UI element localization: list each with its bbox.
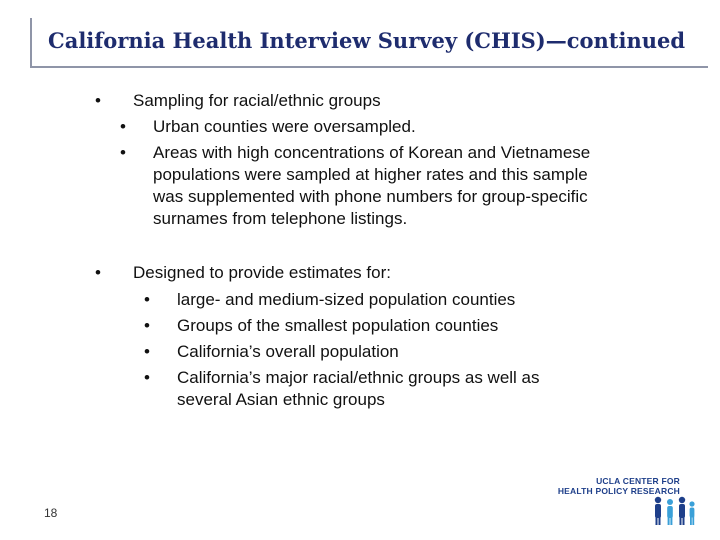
bullet-marker: •	[120, 143, 126, 162]
bullet-marker: •	[95, 91, 101, 110]
list-item-line: California’s major racial/ethnic groups as well as	[177, 368, 540, 387]
slide-title: California Health Interview Survey (CHIS)—continued	[48, 28, 686, 53]
bullet-marker: •	[144, 368, 150, 387]
bullet-marker: •	[95, 263, 101, 282]
title-bar	[30, 18, 708, 68]
list-item-line: Groups of the smallest population counties	[177, 316, 499, 335]
list-item-line: large- and medium-sized population counties	[177, 290, 516, 309]
list-item-line: populations were sampled at higher rates and this sample	[153, 165, 588, 184]
logo	[548, 466, 698, 528]
list-item-line: several Asian ethnic groups	[177, 390, 385, 409]
list-item-line: Urban counties were oversampled.	[153, 117, 416, 136]
logo-text: UCLA CENTER FOR	[596, 476, 680, 486]
bullet-marker: •	[120, 117, 126, 136]
bullet-marker: •	[144, 290, 150, 309]
list-item-line: California’s overall population	[177, 342, 399, 361]
section-heading-sampling: Sampling for racial/ethnic groups	[133, 91, 381, 110]
list-item-line: Areas with high concentrations of Korean and Vietnamese	[153, 143, 591, 162]
page-number: 18	[44, 506, 58, 520]
bullet-marker: •	[144, 342, 150, 361]
bullet-marker: •	[144, 316, 150, 335]
list-item-line: was supplemented with phone numbers for group-specific	[153, 187, 588, 206]
people-group-icon	[652, 496, 696, 526]
logo-text: HEALTH POLICY RESEARCH	[557, 486, 680, 496]
list-item-line: surnames from telephone listings.	[153, 209, 408, 228]
section-heading-estimates: Designed to provide estimates for:	[133, 263, 391, 282]
